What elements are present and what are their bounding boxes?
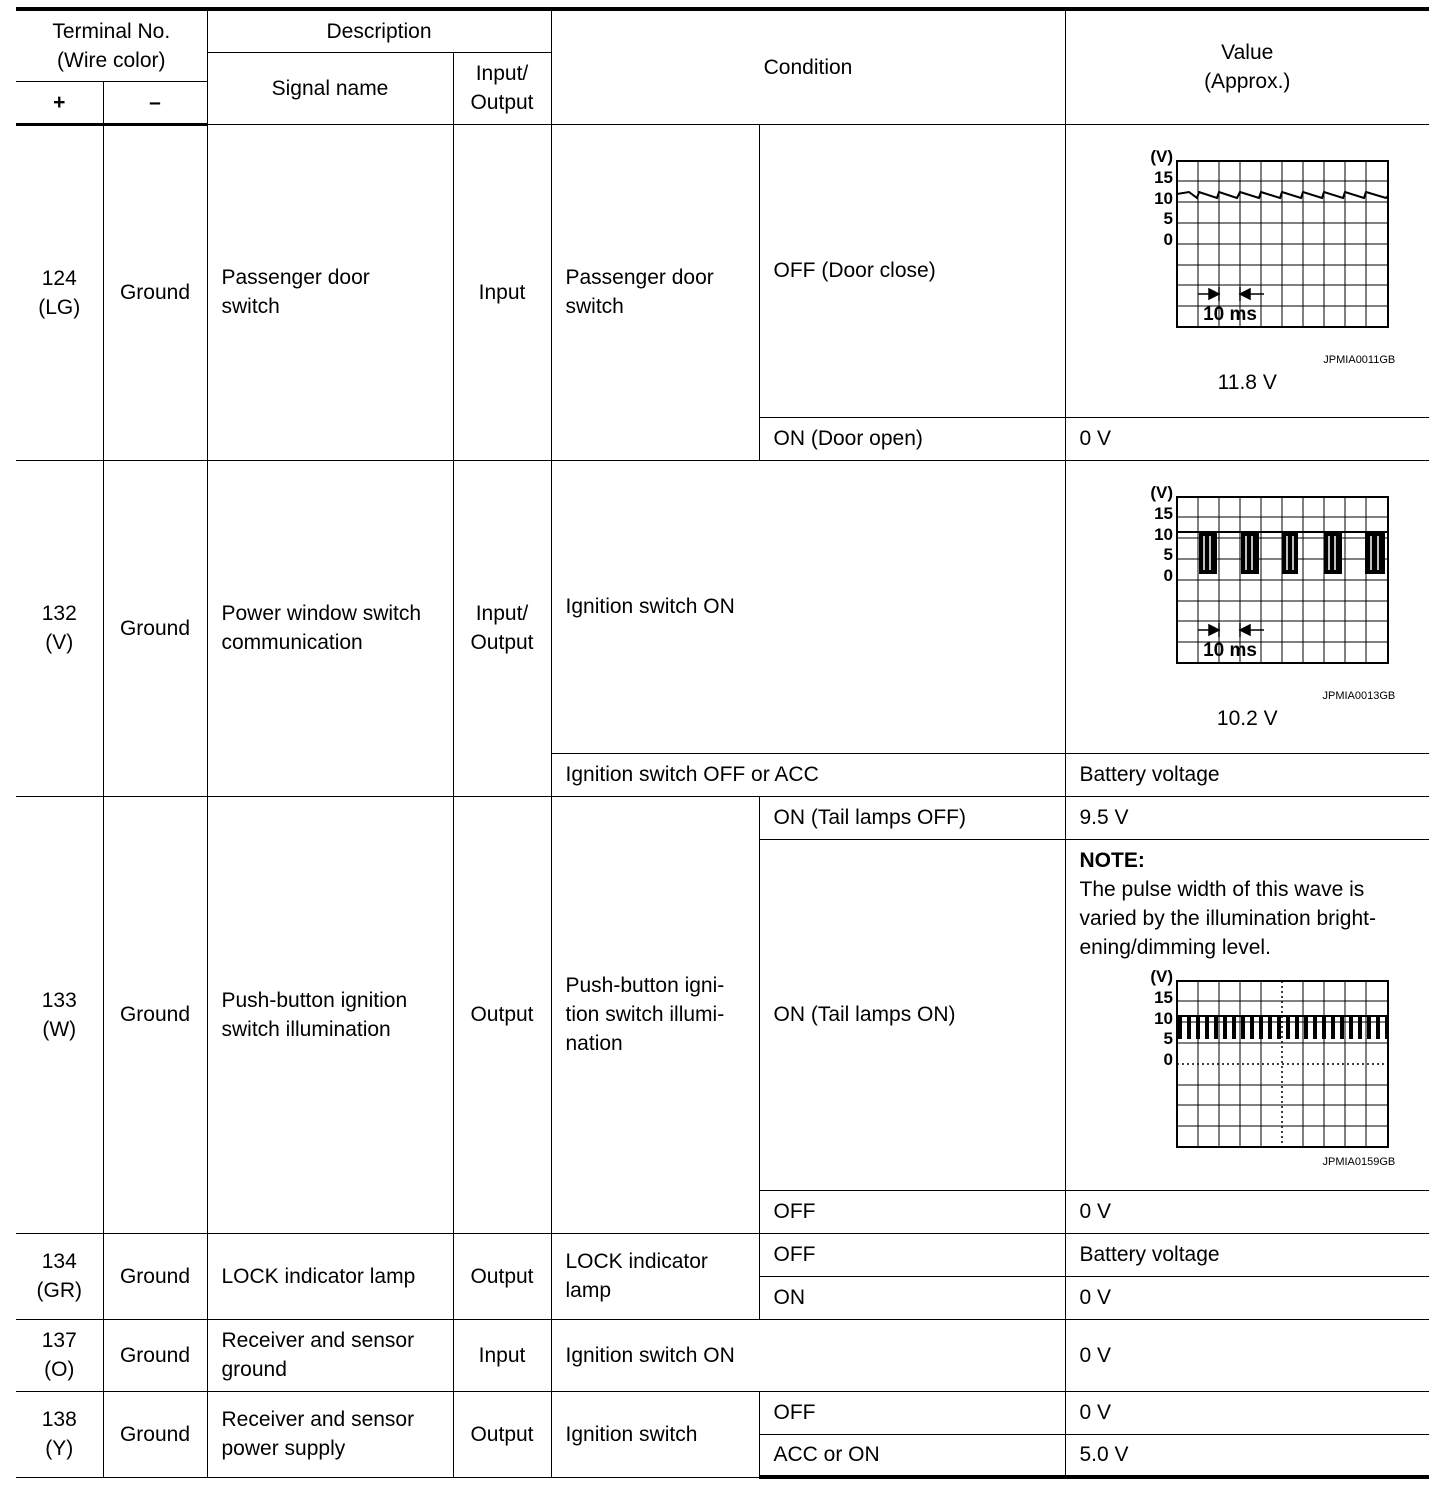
condition-133: Push-button igni- tion switch illumi- nation	[551, 796, 759, 1233]
value-133-tail-on	[1065, 839, 1429, 1190]
state-134-on: ON	[759, 1276, 1065, 1319]
time-div-label: 10 ms	[1203, 640, 1258, 661]
value-text: 10.2 V	[1216, 707, 1278, 730]
ground-138: Ground	[103, 1391, 207, 1477]
signal-133: Push-button ignition switch illumination	[207, 796, 453, 1233]
ground-137: Ground	[103, 1319, 207, 1391]
value-134-off: Battery voltage	[1065, 1233, 1429, 1276]
time-div-label: 10 ms	[1203, 304, 1258, 325]
signal-134: LOCK indicator lamp	[207, 1233, 453, 1319]
io-137: Input	[453, 1319, 551, 1391]
waveform-133-graph	[1099, 966, 1395, 1156]
figure-code: JPMIA0013GB	[1322, 690, 1396, 702]
value-133-off: 0 V	[1065, 1190, 1429, 1233]
signal-137: Receiver and sensor ground	[207, 1319, 453, 1391]
value-text: 11.8 V	[1217, 371, 1277, 394]
waveform-124-graph	[1099, 144, 1395, 354]
value-138-on: 5.0 V	[1065, 1434, 1429, 1477]
header-input-output: Input/ Output	[453, 52, 551, 124]
value-124-on: 0 V	[1065, 417, 1429, 460]
ground-124: Ground	[103, 124, 207, 460]
condition-132-on: Ignition switch ON	[551, 460, 1065, 753]
waveform-grid	[1177, 497, 1388, 663]
value-137: 0 V	[1065, 1319, 1429, 1391]
state-138-off: OFF	[759, 1391, 1065, 1434]
y-unit: (V)	[1150, 147, 1174, 166]
value-132-off: Battery voltage	[1065, 753, 1429, 796]
io-132: Input/ Output	[453, 460, 551, 796]
header-value: Value (Approx.)	[1065, 9, 1429, 124]
y-unit: (V)	[1150, 483, 1174, 502]
io-138: Output	[453, 1391, 551, 1477]
io-124: Input	[453, 124, 551, 460]
signal-124: Passenger door switch	[207, 124, 453, 460]
y-tick: 15	[1154, 168, 1174, 187]
waveform-124	[1099, 144, 1396, 366]
signal-132: Power window switch communication	[207, 460, 453, 796]
y-tick: 0	[1163, 230, 1174, 249]
value-132-on	[1065, 460, 1429, 753]
signal-138: Receiver and sensor power supply	[207, 1391, 453, 1477]
header-minus: –	[103, 81, 207, 124]
state-134-off: OFF	[759, 1233, 1065, 1276]
y-tick: 10	[1154, 189, 1174, 208]
state-138-on: ACC or ON	[759, 1434, 1065, 1477]
state-133-tail-on: ON (Tail lamps ON)	[759, 839, 1065, 1190]
ground-134: Ground	[103, 1233, 207, 1319]
note-text: The pulse width of this wave is varied by the illumination bright- ening/dimming level.	[1079, 877, 1376, 959]
y-tick: 5	[1163, 545, 1174, 564]
terminal-137: 137 (O)	[16, 1319, 103, 1391]
condition-132-off: Ignition switch OFF or ACC	[551, 753, 1065, 796]
y-tick: 5	[1163, 1028, 1174, 1048]
state-124-off: OFF (Door close)	[759, 124, 1065, 417]
waveform-132-graph	[1099, 480, 1395, 690]
waveform-132	[1099, 480, 1396, 702]
terminal-133: 133 (W)	[16, 796, 103, 1233]
y-tick: 10	[1154, 1008, 1174, 1028]
state-133-off: OFF	[759, 1190, 1065, 1233]
terminal-124: 124 (LG)	[16, 124, 103, 460]
header-terminal: Terminal No. (Wire color)	[16, 9, 207, 81]
y-tick: 0	[1163, 1049, 1174, 1069]
ground-132: Ground	[103, 460, 207, 796]
state-133-tail-off: ON (Tail lamps OFF)	[759, 796, 1065, 839]
time-div-marker	[1198, 623, 1264, 637]
figure-code: JPMIA0011GB	[1323, 354, 1396, 366]
value-134-on: 0 V	[1065, 1276, 1429, 1319]
waveform-133	[1099, 966, 1396, 1168]
header-condition: Condition	[551, 9, 1065, 124]
header-description: Description	[207, 9, 551, 52]
io-134: Output	[453, 1233, 551, 1319]
value-124-off	[1065, 124, 1429, 417]
value-138-off: 0 V	[1065, 1391, 1429, 1434]
figure-code: JPMIA0159GB	[1322, 1155, 1396, 1168]
io-133: Output	[453, 796, 551, 1233]
terminal-138: 138 (Y)	[16, 1391, 103, 1477]
y-tick: 15	[1154, 987, 1174, 1007]
y-tick: 10	[1154, 525, 1174, 544]
terminal-134: 134 (GR)	[16, 1233, 103, 1319]
ground-133: Ground	[103, 796, 207, 1233]
y-tick: 5	[1163, 209, 1174, 228]
waveform-grid	[1177, 161, 1388, 327]
terminal-spec-table	[16, 7, 1429, 1479]
condition-134: LOCK indicator lamp	[551, 1233, 759, 1319]
time-div-marker	[1198, 287, 1264, 301]
condition-137: Ignition switch ON	[551, 1319, 1065, 1391]
terminal-132: 132 (V)	[16, 460, 103, 796]
condition-138: Ignition switch	[551, 1391, 759, 1477]
state-124-on: ON (Door open)	[759, 417, 1065, 460]
header-plus: +	[16, 81, 103, 124]
value-133-tail-off: 9.5 V	[1065, 796, 1429, 839]
y-tick: 15	[1154, 504, 1174, 523]
condition-124: Passenger door switch	[551, 124, 759, 460]
y-tick: 0	[1163, 566, 1174, 585]
header-signal-name: Signal name	[207, 52, 453, 124]
note-title: NOTE:	[1079, 848, 1145, 872]
y-unit: (V)	[1150, 966, 1174, 986]
